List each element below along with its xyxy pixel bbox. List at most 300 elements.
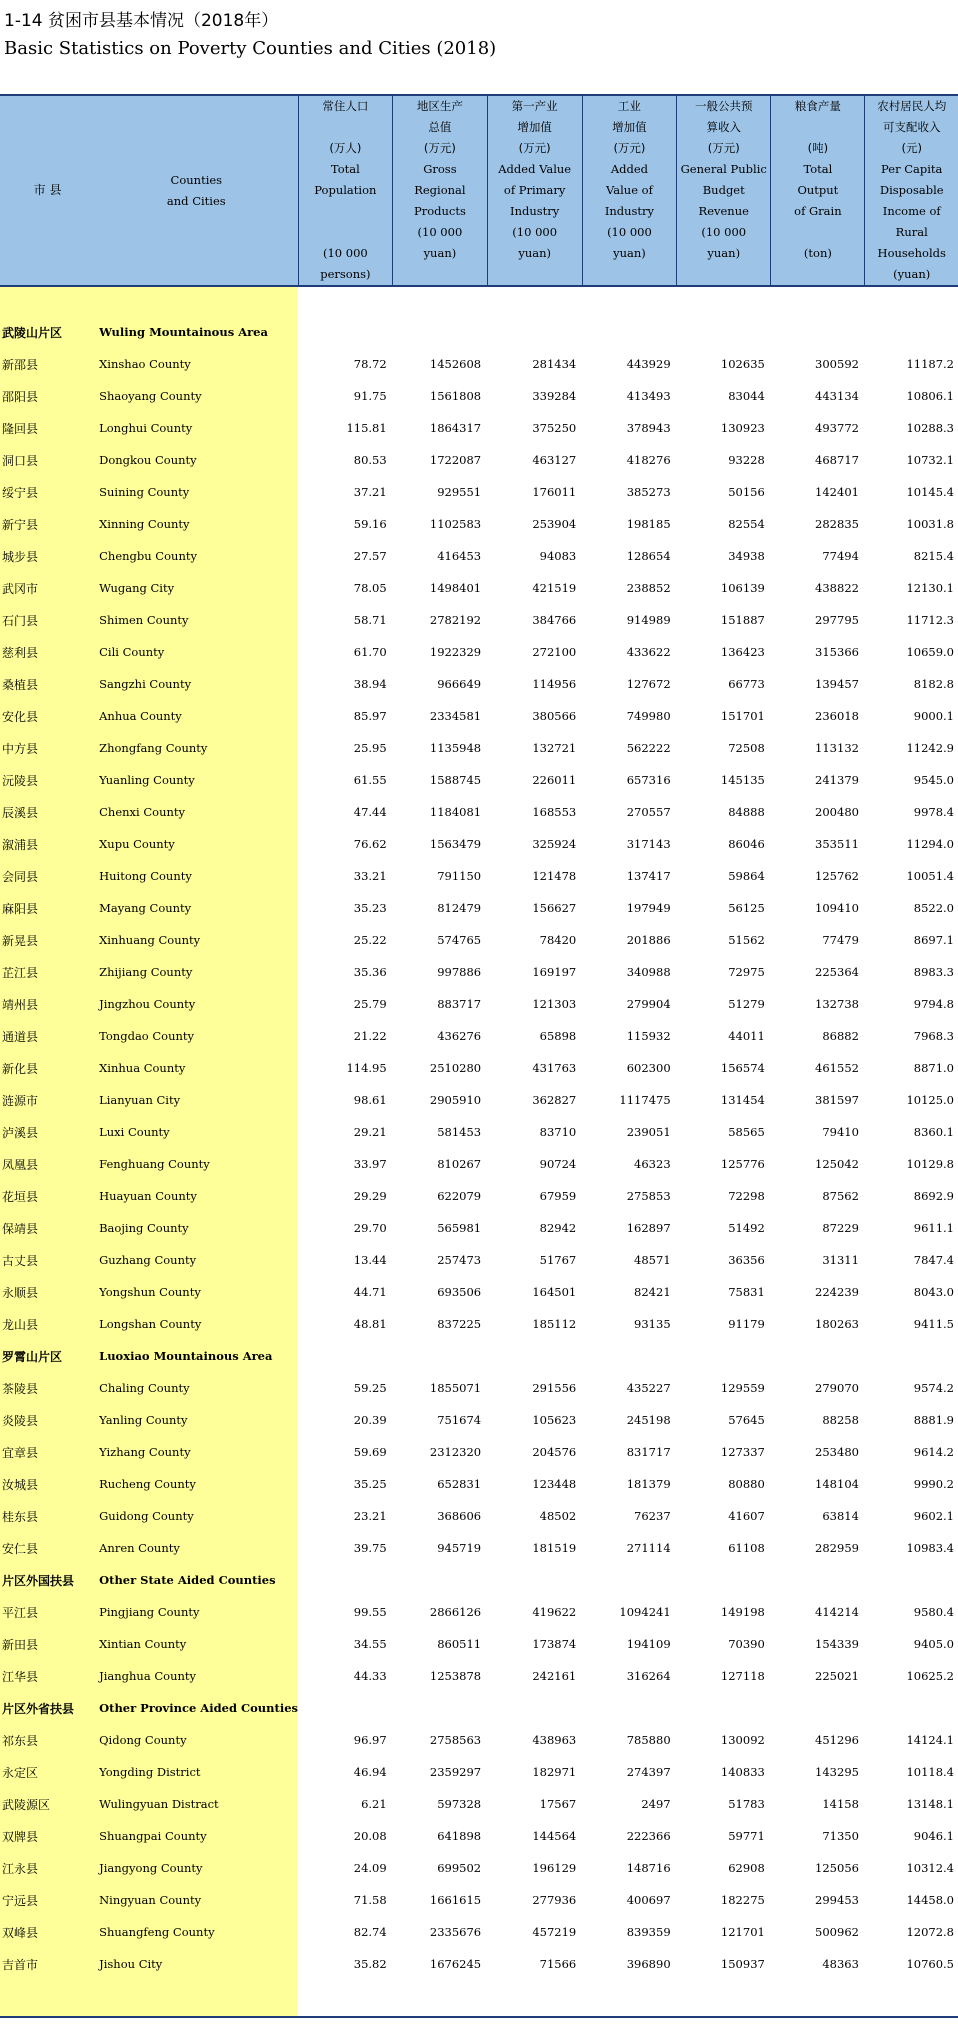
value-cell: 581453	[437, 1125, 482, 1139]
header-col-english-line: Population	[314, 183, 377, 197]
value-cell: 9978.4	[913, 805, 954, 819]
table-body	[0, 286, 958, 2017]
value-cell: 699502	[437, 1861, 482, 1875]
header-col-english-line: persons)	[320, 267, 371, 281]
value-cell: 57645	[728, 1413, 765, 1427]
value-cell: 51279	[728, 997, 765, 1011]
value-cell: 41607	[728, 1509, 765, 1523]
empty-cell	[582, 316, 676, 348]
county-name-chinese: 洞口县	[0, 444, 95, 476]
table-row	[0, 1244, 958, 1276]
value-cell: 113132	[815, 741, 859, 755]
value-cell: 9794.8	[913, 997, 954, 1011]
value-cell: 281434	[532, 357, 577, 371]
county-name-english: Jiangyong County	[95, 1852, 298, 1884]
value-cell: 83710	[539, 1125, 577, 1139]
table-row	[0, 1724, 958, 1756]
value-cell: 10145.4	[906, 485, 954, 499]
county-name-chinese: 中方县	[0, 732, 95, 764]
value-cell: 236018	[815, 709, 859, 723]
value-cell: 204576	[532, 1445, 577, 1459]
empty-cell	[677, 1980, 771, 2017]
value-cell: 837225	[437, 1317, 482, 1331]
value-cell: 300592	[815, 357, 859, 371]
header-col-chinese-line: 常住人口	[322, 99, 369, 113]
county-name-chinese: 凤凰县	[0, 1148, 95, 1180]
value-cell: 114.95	[346, 1061, 387, 1075]
value-cell: 860511	[437, 1637, 482, 1651]
county-name-chinese: 武冈市	[0, 572, 95, 604]
header-name-english	[95, 95, 298, 286]
value-cell: 245198	[626, 1413, 671, 1427]
value-cell: 71.58	[353, 1893, 387, 1907]
county-name-english: Xinhuang County	[95, 924, 298, 956]
value-cell: 2497	[641, 1797, 671, 1811]
county-name-english: Guidong County	[95, 1500, 298, 1532]
value-cell: 641898	[437, 1829, 482, 1843]
empty-cell	[865, 1564, 958, 1596]
county-name-english: Huayuan County	[95, 1180, 298, 1212]
value-cell: 46323	[634, 1157, 671, 1171]
empty-cell	[298, 1340, 393, 1372]
value-cell: 375250	[532, 421, 577, 435]
region-name-chinese: 片区外国扶县	[0, 1564, 95, 1596]
value-cell: 297795	[815, 613, 859, 627]
value-cell: 2866126	[429, 1605, 482, 1619]
table-row	[0, 732, 958, 764]
value-cell: 47.44	[353, 805, 387, 819]
value-cell: 25.95	[353, 741, 387, 755]
value-cell: 131454	[720, 1093, 765, 1107]
table-row	[0, 1852, 958, 1884]
value-cell: 443134	[815, 389, 859, 403]
value-cell: 23.21	[353, 1509, 387, 1523]
value-cell: 83044	[728, 389, 765, 403]
table-row	[0, 860, 958, 892]
table-row	[0, 1116, 958, 1148]
header-col-6	[771, 95, 865, 286]
table-spacer-row	[0, 286, 958, 316]
value-cell: 17567	[539, 1797, 577, 1811]
value-cell: 86882	[822, 1029, 859, 1043]
value-cell: 151887	[720, 613, 765, 627]
value-cell: 48.81	[353, 1317, 387, 1331]
empty-cell	[582, 1340, 676, 1372]
value-cell: 198185	[626, 517, 671, 531]
empty-cell	[393, 1340, 487, 1372]
value-cell: 325924	[532, 837, 577, 851]
county-name-chinese: 江华县	[0, 1660, 95, 1692]
value-cell: 72298	[728, 1189, 765, 1203]
value-cell: 493772	[815, 421, 859, 435]
value-cell: 10312.4	[906, 1861, 954, 1875]
value-cell: 136423	[720, 645, 765, 659]
value-cell: 282835	[815, 517, 859, 531]
header-col-4	[582, 95, 676, 286]
value-cell: 1498401	[429, 581, 482, 595]
empty-cell	[393, 1564, 487, 1596]
header-col-english-line: yuan)	[707, 246, 741, 260]
value-cell: 277936	[532, 1893, 577, 1907]
value-cell: 500962	[815, 1925, 859, 1939]
header-col-chinese-line: 工业	[617, 99, 641, 113]
county-name-english: Chaling County	[95, 1372, 298, 1404]
value-cell: 238852	[626, 581, 671, 595]
empty-cell	[582, 286, 676, 316]
county-name-chinese: 双牌县	[0, 1820, 95, 1852]
county-name-english: Rucheng County	[95, 1468, 298, 1500]
county-name-chinese: 永定区	[0, 1756, 95, 1788]
value-cell: 25.79	[353, 997, 387, 1011]
value-cell: 85.97	[353, 709, 387, 723]
header-col-chinese-line	[771, 117, 864, 138]
value-cell: 93228	[728, 453, 765, 467]
empty-cell	[771, 1692, 865, 1724]
value-cell: 224239	[815, 1285, 859, 1299]
header-col-chinese-line: (万元)	[613, 141, 646, 155]
value-cell: 87229	[822, 1221, 859, 1235]
value-cell: 156627	[532, 901, 577, 915]
county-name-chinese: 桑植县	[0, 668, 95, 700]
county-name-english: Qidong County	[95, 1724, 298, 1756]
value-cell: 997886	[437, 965, 482, 979]
value-cell: 1135948	[429, 741, 482, 755]
value-cell: 929551	[437, 485, 482, 499]
value-cell: 87562	[822, 1189, 859, 1203]
value-cell: 839359	[626, 1925, 671, 1939]
value-cell: 8215.4	[913, 549, 954, 563]
value-cell: 241379	[815, 773, 859, 787]
header-col-english-line: Added Value	[498, 162, 572, 176]
table-row	[0, 636, 958, 668]
empty-cell	[582, 1692, 676, 1724]
value-cell: 451296	[815, 1733, 859, 1747]
table-row	[0, 668, 958, 700]
header-col-english-line: Total	[330, 162, 360, 176]
value-cell: 105623	[532, 1413, 577, 1427]
value-cell: 48363	[822, 1957, 859, 1971]
value-cell: 282959	[815, 1541, 859, 1555]
county-name-english: Chengbu County	[95, 540, 298, 572]
table-row	[0, 348, 958, 380]
value-cell: 438963	[532, 1733, 577, 1747]
county-name-english: Dongkou County	[95, 444, 298, 476]
header-col-english-line: yuan)	[423, 246, 457, 260]
county-name-chinese: 绥宁县	[0, 476, 95, 508]
value-cell: 142401	[815, 485, 859, 499]
value-cell: 396890	[626, 1957, 671, 1971]
region-header-row	[0, 1340, 958, 1372]
value-cell: 148716	[626, 1861, 671, 1875]
value-cell: 810267	[437, 1157, 482, 1171]
value-cell: 13.44	[353, 1253, 387, 1267]
value-cell: 9580.4	[913, 1605, 954, 1619]
header-col-english-line: (10 000	[512, 225, 558, 239]
value-cell: 132738	[815, 997, 859, 1011]
value-cell: 182275	[720, 1893, 765, 1907]
value-cell: 24.09	[353, 1861, 387, 1875]
value-cell: 1864317	[429, 421, 482, 435]
value-cell: 109410	[815, 901, 859, 915]
value-cell: 33.97	[353, 1157, 387, 1171]
value-cell: 176011	[532, 485, 577, 499]
header-col-english-line: (10 000	[701, 225, 747, 239]
value-cell: 44.71	[353, 1285, 387, 1299]
value-cell: 461552	[815, 1061, 859, 1075]
value-cell: 384766	[532, 613, 577, 627]
value-cell: 225021	[815, 1669, 859, 1683]
value-cell: 114956	[532, 677, 577, 691]
region-name-chinese: 片区外省扶县	[0, 1692, 95, 1724]
value-cell: 67959	[539, 1189, 577, 1203]
value-cell: 99.55	[353, 1605, 387, 1619]
value-cell: 121303	[532, 997, 577, 1011]
county-name-chinese: 会同县	[0, 860, 95, 892]
value-cell: 39.75	[353, 1541, 387, 1555]
value-cell: 162897	[626, 1221, 671, 1235]
county-name-chinese: 双峰县	[0, 1916, 95, 1948]
county-name-chinese: 宁远县	[0, 1884, 95, 1916]
county-name-english: Zhijiang County	[95, 956, 298, 988]
value-cell: 340988	[626, 965, 671, 979]
value-cell: 35.23	[353, 901, 387, 915]
empty-cell	[487, 1980, 582, 2017]
table-row	[0, 1404, 958, 1436]
header-col-english-line: Value of	[606, 183, 653, 197]
value-cell: 2312320	[429, 1445, 482, 1459]
value-cell: 21.22	[353, 1029, 387, 1043]
county-name-english: Shuangfeng County	[95, 1916, 298, 1948]
value-cell: 380566	[532, 709, 577, 723]
empty-cell	[677, 286, 771, 316]
county-name-chinese: 新晃县	[0, 924, 95, 956]
header-col-chinese-line: 农村居民人均	[877, 99, 947, 113]
county-name-english: Huitong County	[95, 860, 298, 892]
value-cell: 44.33	[353, 1669, 387, 1683]
value-cell: 88258	[822, 1413, 859, 1427]
value-cell: 253480	[815, 1445, 859, 1459]
value-cell: 78.05	[353, 581, 387, 595]
table-row	[0, 1084, 958, 1116]
value-cell: 82.74	[353, 1925, 387, 1939]
value-cell: 38.94	[353, 677, 387, 691]
county-name-chinese: 隆回县	[0, 412, 95, 444]
county-name-chinese: 沅陵县	[0, 764, 95, 796]
value-cell: 144564	[532, 1829, 577, 1843]
value-cell: 966649	[437, 677, 482, 691]
value-cell: 125056	[815, 1861, 859, 1875]
empty-cell	[487, 286, 582, 316]
value-cell: 82942	[539, 1221, 577, 1235]
empty-cell	[298, 286, 393, 316]
value-cell: 418276	[626, 453, 671, 467]
value-cell: 457219	[532, 1925, 577, 1939]
county-name-chinese: 保靖县	[0, 1212, 95, 1244]
empty-cell	[393, 1692, 487, 1724]
table-row	[0, 924, 958, 956]
table-row	[0, 1020, 958, 1052]
region-name-chinese: 武陵山片区	[0, 316, 95, 348]
value-cell: 173874	[532, 1637, 577, 1651]
empty-cell	[677, 1564, 771, 1596]
value-cell: 139457	[815, 677, 859, 691]
value-cell: 151701	[720, 709, 765, 723]
value-cell: 86046	[728, 837, 765, 851]
county-name-english: Shaoyang County	[95, 380, 298, 412]
statistics-table	[0, 94, 958, 2018]
county-name-chinese: 新化县	[0, 1052, 95, 1084]
table-row	[0, 828, 958, 860]
header-col-english-line: (10 000	[322, 246, 368, 260]
value-cell: 59864	[728, 869, 765, 883]
value-cell: 1253878	[429, 1669, 482, 1683]
value-cell: 270557	[626, 805, 671, 819]
value-cell: 565981	[437, 1221, 482, 1235]
empty-cell	[298, 1692, 393, 1724]
value-cell: 72508	[728, 741, 765, 755]
empty-cell	[95, 1980, 298, 2017]
county-name-english: Jingzhou County	[95, 988, 298, 1020]
value-cell: 72975	[728, 965, 765, 979]
value-cell: 58565	[728, 1125, 765, 1139]
value-cell: 130923	[720, 421, 765, 435]
county-name-english: Xinning County	[95, 508, 298, 540]
header-col-1	[298, 95, 393, 286]
empty-cell	[393, 1980, 487, 2017]
county-name-chinese: 平江县	[0, 1596, 95, 1628]
county-name-english: Tongdao County	[95, 1020, 298, 1052]
county-name-chinese: 桂东县	[0, 1500, 95, 1532]
value-cell: 59.25	[353, 1381, 387, 1395]
table-row	[0, 1308, 958, 1340]
county-name-english: Zhongfang County	[95, 732, 298, 764]
county-name-english: Wugang City	[95, 572, 298, 604]
value-cell: 339284	[532, 389, 577, 403]
value-cell: 574765	[437, 933, 482, 947]
value-cell: 59.16	[353, 517, 387, 531]
county-name-english: Yizhang County	[95, 1436, 298, 1468]
value-cell: 201886	[626, 933, 671, 947]
county-name-chinese: 炎陵县	[0, 1404, 95, 1436]
table-row	[0, 988, 958, 1020]
table-row	[0, 1948, 958, 1980]
value-cell: 59.69	[353, 1445, 387, 1459]
county-name-english: Cili County	[95, 636, 298, 668]
value-cell: 61.55	[353, 773, 387, 787]
value-cell: 8697.1	[913, 933, 954, 947]
value-cell: 10625.2	[906, 1669, 954, 1683]
empty-cell	[487, 1564, 582, 1596]
value-cell: 82421	[634, 1285, 671, 1299]
header-col-english-line: yuan)	[518, 246, 551, 260]
header-col-english-line: Industry	[604, 204, 655, 218]
value-cell: 436276	[437, 1029, 482, 1043]
value-cell: 381597	[815, 1093, 859, 1107]
table-row	[0, 1436, 958, 1468]
value-cell: 1563479	[429, 837, 482, 851]
value-cell: 79410	[822, 1125, 859, 1139]
table-row	[0, 1756, 958, 1788]
value-cell: 59771	[728, 1829, 765, 1843]
table-row	[0, 892, 958, 924]
header-col-chinese-line: (万元)	[707, 141, 740, 155]
value-cell: 98.61	[353, 1093, 387, 1107]
value-cell: 106139	[720, 581, 765, 595]
county-name-english: Chenxi County	[95, 796, 298, 828]
value-cell: 130092	[720, 1733, 765, 1747]
value-cell: 257473	[437, 1253, 482, 1267]
value-cell: 1661615	[429, 1893, 482, 1907]
value-cell: 10129.8	[906, 1157, 954, 1171]
header-col-english-line: Added	[610, 162, 649, 176]
value-cell: 12072.8	[906, 1925, 954, 1939]
value-cell: 2905910	[429, 1093, 482, 1107]
table-row	[0, 1596, 958, 1628]
value-cell: 62908	[728, 1861, 765, 1875]
value-cell: 1676245	[429, 1957, 482, 1971]
value-cell: 20.08	[353, 1829, 387, 1843]
empty-cell	[771, 286, 865, 316]
value-cell: 10760.5	[906, 1957, 954, 1971]
value-cell: 1722087	[429, 453, 482, 467]
value-cell: 77479	[822, 933, 859, 947]
value-cell: 8871.0	[913, 1061, 954, 1075]
value-cell: 812479	[437, 901, 482, 915]
value-cell: 275853	[626, 1189, 671, 1203]
header-col-chinese-line: (万元)	[423, 141, 456, 155]
header-col-chinese-line: (万元)	[518, 141, 551, 155]
value-cell: 63814	[822, 1509, 859, 1523]
region-name-english: Other Province Aided Counties	[95, 1692, 298, 1724]
value-cell: 14158	[822, 1797, 859, 1811]
value-cell: 279070	[815, 1381, 859, 1395]
value-cell: 78.72	[353, 357, 387, 371]
value-cell: 51562	[728, 933, 765, 947]
table-row	[0, 1500, 958, 1532]
value-cell: 622079	[437, 1189, 482, 1203]
value-cell: 77494	[822, 549, 859, 563]
region-name-english: Other State Aided Counties	[95, 1564, 298, 1596]
value-cell: 749980	[626, 709, 671, 723]
county-name-english: Anhua County	[95, 700, 298, 732]
empty-cell	[771, 1564, 865, 1596]
value-cell: 76237	[634, 1509, 671, 1523]
value-cell: 9614.2	[913, 1445, 954, 1459]
value-cell: 2359297	[429, 1765, 482, 1779]
county-name-english: Lianyuan City	[95, 1084, 298, 1116]
empty-cell	[865, 286, 958, 316]
value-cell: 140833	[720, 1765, 765, 1779]
region-name-chinese: 罗霄山片区	[0, 1340, 95, 1372]
county-name-chinese: 邵阳县	[0, 380, 95, 412]
value-cell: 8360.1	[913, 1125, 954, 1139]
header-col-3	[487, 95, 582, 286]
value-cell: 8881.9	[913, 1413, 954, 1427]
value-cell: 156574	[720, 1061, 765, 1075]
value-cell: 46.94	[353, 1765, 387, 1779]
table-row	[0, 1372, 958, 1404]
value-cell: 12130.1	[906, 581, 954, 595]
value-cell: 145135	[720, 773, 765, 787]
value-cell: 51492	[728, 1221, 765, 1235]
header-col-chinese-line	[299, 117, 393, 138]
header-col-english-line: (10 000	[607, 225, 652, 239]
value-cell: 125042	[815, 1157, 859, 1171]
value-cell: 58.71	[353, 613, 387, 627]
header-col-english-line: (yuan)	[893, 267, 931, 281]
value-cell: 78420	[539, 933, 577, 947]
value-cell: 562222	[626, 741, 671, 755]
